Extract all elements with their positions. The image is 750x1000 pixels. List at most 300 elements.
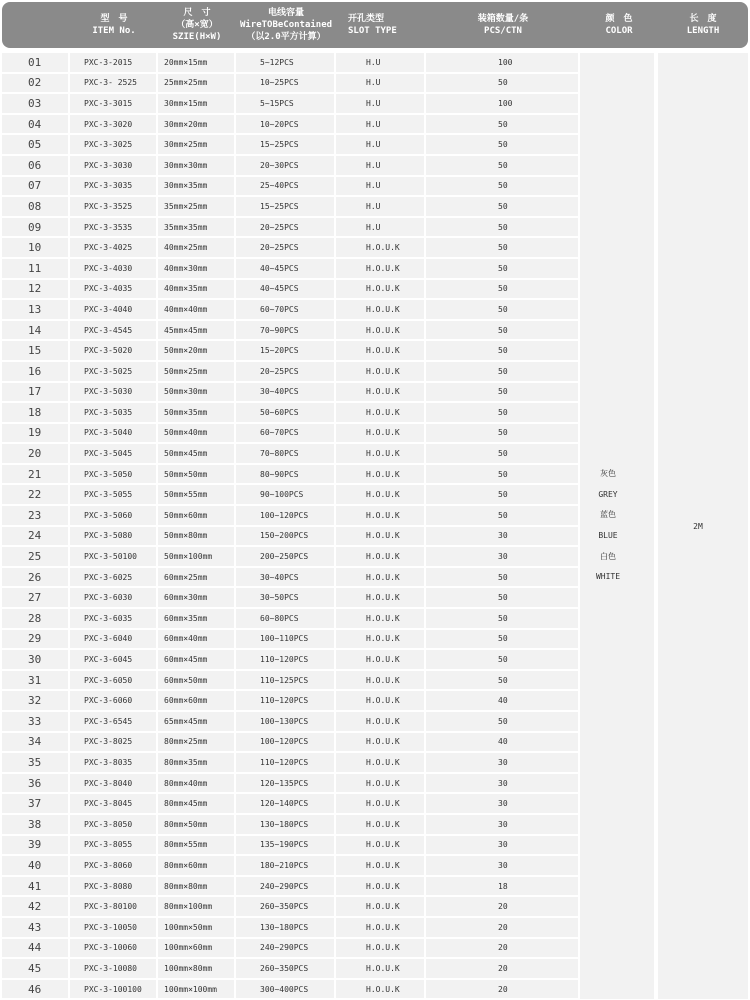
item-number: 37 <box>2 794 68 813</box>
item-number: 11 <box>2 259 68 278</box>
size-value: 60mm×50mm <box>158 671 234 690</box>
slot-type: H.O.U.K <box>336 280 424 299</box>
item-code: PXC-3-5035 <box>70 403 156 422</box>
item-number: 17 <box>2 383 68 402</box>
item-number: 19 <box>2 424 68 443</box>
pcs-per-carton: 50 <box>426 630 578 649</box>
wire-capacity: 70~80PCS <box>236 444 334 463</box>
pcs-per-carton: 30 <box>426 774 578 793</box>
header-wire-cn: 电线容量 <box>267 8 304 18</box>
wire-capacity: 20~25PCS <box>236 218 334 237</box>
slot-type: H.O.U.K <box>336 650 424 669</box>
item-number: 13 <box>2 300 68 319</box>
item-code: PXC-3-100100 <box>70 980 156 999</box>
size-value: 60mm×25mm <box>158 568 234 587</box>
header-color-cn: 颜 色 <box>605 14 633 24</box>
wire-capacity: 20~25PCS <box>236 362 334 381</box>
item-code: PXC-3-10060 <box>70 939 156 958</box>
size-value: 80mm×45mm <box>158 794 234 813</box>
slot-type: H.O.U.K <box>336 753 424 772</box>
slot-type: H.O.U.K <box>336 321 424 340</box>
pcs-per-carton: 30 <box>426 836 578 855</box>
pcs-per-carton: 50 <box>426 177 578 196</box>
size-value: 60mm×35mm <box>158 609 234 628</box>
size-value: 20mm×15mm <box>158 53 234 72</box>
item-code: PXC-3-8050 <box>70 815 156 834</box>
item-number: 26 <box>2 568 68 587</box>
item-number: 44 <box>2 939 68 958</box>
item-code: PXC-3-4035 <box>70 280 156 299</box>
header-pcs-en: PCS/CTN <box>484 26 522 36</box>
size-value: 50mm×55mm <box>158 485 234 504</box>
wire-capacity: 25~40PCS <box>236 177 334 196</box>
item-code: PXC-3-10080 <box>70 959 156 978</box>
item-code: PXC-3-5045 <box>70 444 156 463</box>
size-value: 65mm×45mm <box>158 712 234 731</box>
size-value: 100mm×80mm <box>158 959 234 978</box>
item-code: PXC-3-3020 <box>70 115 156 134</box>
header-length-en: LENGTH <box>686 26 720 36</box>
item-number: 43 <box>2 918 68 937</box>
item-code: PXC-3-3025 <box>70 135 156 154</box>
wire-capacity: 10~20PCS <box>236 115 334 134</box>
item-code: PXC-3-6035 <box>70 609 156 628</box>
color-blue-cn: 蓝色 <box>600 510 616 520</box>
slot-type: H.O.U.K <box>336 506 424 525</box>
pcs-per-carton: 30 <box>426 815 578 834</box>
item-code: PXC-3-3035 <box>70 177 156 196</box>
item-number: 45 <box>2 959 68 978</box>
item-number: 09 <box>2 218 68 237</box>
item-number: 16 <box>2 362 68 381</box>
item-code: PXC-3-8055 <box>70 836 156 855</box>
size-value: 30mm×35mm <box>158 177 234 196</box>
item-code: PXC-3-5080 <box>70 527 156 546</box>
pcs-per-carton: 20 <box>426 897 578 916</box>
item-number: 18 <box>2 403 68 422</box>
item-code: PXC-3-6045 <box>70 650 156 669</box>
wire-capacity: 110~120PCS <box>236 691 334 710</box>
slot-type: H.O.U.K <box>336 547 424 566</box>
item-number: 35 <box>2 753 68 772</box>
item-number: 40 <box>2 856 68 875</box>
header-item-no-cn: 型 号 <box>100 14 128 24</box>
wire-capacity: 30~50PCS <box>236 588 334 607</box>
header-size-cn: 尺 寸 <box>183 8 211 18</box>
color-grey-cn: 灰色 <box>600 469 616 479</box>
wire-capacity: 260~350PCS <box>236 897 334 916</box>
size-value: 50mm×35mm <box>158 403 234 422</box>
pcs-per-carton: 30 <box>426 753 578 772</box>
wire-capacity: 100~110PCS <box>236 630 334 649</box>
item-code: PXC-3-4030 <box>70 259 156 278</box>
slot-type: H.O.U.K <box>336 897 424 916</box>
size-value: 25mm×25mm <box>158 74 234 93</box>
item-code: PXC-3-3535 <box>70 218 156 237</box>
item-number: 08 <box>2 197 68 216</box>
pcs-per-carton: 30 <box>426 527 578 546</box>
item-number: 07 <box>2 177 68 196</box>
size-value: 40mm×35mm <box>158 280 234 299</box>
pcs-per-carton: 40 <box>426 733 578 752</box>
header-size-en: SZIE(H×W) <box>172 32 222 42</box>
pcs-per-carton: 50 <box>426 383 578 402</box>
item-number: 14 <box>2 321 68 340</box>
length-column <box>658 53 748 999</box>
wire-capacity: 60~70PCS <box>236 300 334 319</box>
slot-type: H.O.U.K <box>336 671 424 690</box>
slot-type: H.O.U.K <box>336 341 424 360</box>
pcs-per-carton: 50 <box>426 300 578 319</box>
item-number: 03 <box>2 94 68 113</box>
pcs-per-carton: 50 <box>426 156 578 175</box>
item-code: PXC-3-6060 <box>70 691 156 710</box>
item-number: 10 <box>2 238 68 257</box>
wire-capacity: 40~45PCS <box>236 259 334 278</box>
item-code: PXC-3-3030 <box>70 156 156 175</box>
pcs-per-carton: 18 <box>426 877 578 896</box>
item-number: 02 <box>2 74 68 93</box>
wire-capacity: 90~100PCS <box>236 485 334 504</box>
item-number: 36 <box>2 774 68 793</box>
pcs-per-carton: 20 <box>426 918 578 937</box>
wire-capacity: 30~40PCS <box>236 383 334 402</box>
item-number: 01 <box>2 53 68 72</box>
wire-capacity: 15~20PCS <box>236 341 334 360</box>
color-white-cn: 白色 <box>600 551 616 561</box>
item-code: PXC-3-5030 <box>70 383 156 402</box>
item-code: PXC-3-8045 <box>70 794 156 813</box>
wire-capacity: 70~90PCS <box>236 321 334 340</box>
wire-capacity: 130~180PCS <box>236 918 334 937</box>
size-value: 100mm×60mm <box>158 939 234 958</box>
size-value: 50mm×45mm <box>158 444 234 463</box>
wire-capacity: 110~120PCS <box>236 650 334 669</box>
header-size-cn2: （高×宽） <box>176 20 218 30</box>
wire-capacity: 180~210PCS <box>236 856 334 875</box>
item-code: PXC-3-8080 <box>70 877 156 896</box>
pcs-per-carton: 50 <box>426 280 578 299</box>
wire-capacity: 5~12PCS <box>236 53 334 72</box>
pcs-per-carton: 50 <box>426 671 578 690</box>
slot-type: H.U <box>336 197 424 216</box>
item-number: 29 <box>2 630 68 649</box>
pcs-per-carton: 50 <box>426 506 578 525</box>
size-value: 30mm×15mm <box>158 94 234 113</box>
wire-capacity: 100~120PCS <box>236 506 334 525</box>
item-number: 20 <box>2 444 68 463</box>
header-slot <box>336 2 426 48</box>
item-code: PXC-3-5025 <box>70 362 156 381</box>
slot-type: H.O.U.K <box>336 733 424 752</box>
item-number: 15 <box>2 341 68 360</box>
pcs-per-carton: 20 <box>426 959 578 978</box>
item-number: 23 <box>2 506 68 525</box>
pcs-per-carton: 50 <box>426 341 578 360</box>
pcs-per-carton: 40 <box>426 691 578 710</box>
size-value: 60mm×60mm <box>158 691 234 710</box>
slot-type: H.O.U.K <box>336 794 424 813</box>
slot-type: H.O.U.K <box>336 691 424 710</box>
wire-capacity: 260~350PCS <box>236 959 334 978</box>
slot-type: H.U <box>336 218 424 237</box>
slot-type: H.O.U.K <box>336 444 424 463</box>
header-size <box>158 2 236 48</box>
size-value: 80mm×40mm <box>158 774 234 793</box>
slot-type: H.O.U.K <box>336 383 424 402</box>
item-number: 12 <box>2 280 68 299</box>
slot-type: H.O.U.K <box>336 485 424 504</box>
slot-type: H.O.U.K <box>336 712 424 731</box>
header-wire-en: WireTOBeContained <box>239 20 333 30</box>
header-length <box>658 2 748 48</box>
size-value: 40mm×40mm <box>158 300 234 319</box>
size-value: 40mm×25mm <box>158 238 234 257</box>
item-number: 25 <box>2 547 68 566</box>
wire-capacity: 60~70PCS <box>236 424 334 443</box>
size-value: 50mm×25mm <box>158 362 234 381</box>
color-grey-en: GREY <box>598 489 618 499</box>
slot-type: H.O.U.K <box>336 300 424 319</box>
size-value: 60mm×45mm <box>158 650 234 669</box>
pcs-per-carton: 50 <box>426 712 578 731</box>
pcs-per-carton: 50 <box>426 609 578 628</box>
header-wire-note: （以2.0平方计算） <box>246 32 326 42</box>
pcs-per-carton: 30 <box>426 794 578 813</box>
wire-capacity: 100~120PCS <box>236 733 334 752</box>
size-value: 50mm×20mm <box>158 341 234 360</box>
pcs-per-carton: 50 <box>426 218 578 237</box>
size-value: 50mm×40mm <box>158 424 234 443</box>
item-number: 22 <box>2 485 68 504</box>
size-value: 60mm×30mm <box>158 588 234 607</box>
size-value: 80mm×55mm <box>158 836 234 855</box>
wire-capacity: 135~190PCS <box>236 836 334 855</box>
slot-type: H.O.U.K <box>336 568 424 587</box>
size-value: 35mm×35mm <box>158 218 234 237</box>
item-code: PXC-3-10050 <box>70 918 156 937</box>
pcs-per-carton: 50 <box>426 362 578 381</box>
header-length-cn: 长 度 <box>689 14 717 24</box>
slot-type: H.O.U.K <box>336 424 424 443</box>
size-value: 50mm×50mm <box>158 465 234 484</box>
slot-type: H.O.U.K <box>336 774 424 793</box>
wire-capacity: 20~30PCS <box>236 156 334 175</box>
wire-capacity: 240~290PCS <box>236 877 334 896</box>
item-code: PXC-3-5060 <box>70 506 156 525</box>
pcs-per-carton: 30 <box>426 547 578 566</box>
item-code: PXC-3-8035 <box>70 753 156 772</box>
wire-capacity: 200~250PCS <box>236 547 334 566</box>
header-color-en: COLOR <box>605 26 633 36</box>
pcs-per-carton: 20 <box>426 980 578 999</box>
slot-type: H.O.U.K <box>336 609 424 628</box>
wire-capacity: 100~130PCS <box>236 712 334 731</box>
slot-type: H.O.U.K <box>336 527 424 546</box>
wire-capacity: 10~25PCS <box>236 74 334 93</box>
wire-capacity: 130~180PCS <box>236 815 334 834</box>
item-number: 46 <box>2 980 68 999</box>
slot-type: H.U <box>336 177 424 196</box>
pcs-per-carton: 50 <box>426 135 578 154</box>
slot-type: H.O.U.K <box>336 403 424 422</box>
item-code: PXC-3-4545 <box>70 321 156 340</box>
color-white-en: WHITE <box>595 572 621 582</box>
item-number: 34 <box>2 733 68 752</box>
size-value: 30mm×30mm <box>158 156 234 175</box>
pcs-per-carton: 20 <box>426 939 578 958</box>
size-value: 40mm×30mm <box>158 259 234 278</box>
size-value: 50mm×60mm <box>158 506 234 525</box>
wire-capacity: 60~80PCS <box>236 609 334 628</box>
pcs-per-carton: 50 <box>426 321 578 340</box>
item-code: PXC-3-6030 <box>70 588 156 607</box>
wire-capacity: 300~400PCS <box>236 980 334 999</box>
header-item-no-en: ITEM No. <box>92 26 136 36</box>
length-value: 2M <box>693 521 703 531</box>
item-number: 28 <box>2 609 68 628</box>
item-number: 38 <box>2 815 68 834</box>
pcs-per-carton: 50 <box>426 403 578 422</box>
item-code: PXC-3-6050 <box>70 671 156 690</box>
pcs-per-carton: 50 <box>426 238 578 257</box>
pcs-per-carton: 50 <box>426 485 578 504</box>
slot-type: H.O.U.K <box>336 588 424 607</box>
slot-type: H.U <box>336 156 424 175</box>
pcs-per-carton: 50 <box>426 197 578 216</box>
size-value: 80mm×35mm <box>158 753 234 772</box>
size-value: 80mm×80mm <box>158 877 234 896</box>
item-code: PXC-3-5040 <box>70 424 156 443</box>
header-color <box>580 2 658 48</box>
item-number: 41 <box>2 877 68 896</box>
item-code: PXC-3-6025 <box>70 568 156 587</box>
wire-capacity: 240~290PCS <box>236 939 334 958</box>
table-header <box>2 2 748 48</box>
item-code: PXC-3-80100 <box>70 897 156 916</box>
item-number: 21 <box>2 465 68 484</box>
slot-type: H.O.U.K <box>336 630 424 649</box>
slot-type: H.O.U.K <box>336 939 424 958</box>
header-slot-en: SLOT TYPE <box>348 26 397 36</box>
header-slot-cn: 开孔类型 <box>348 14 385 24</box>
slot-type: H.O.U.K <box>336 856 424 875</box>
slot-type: H.O.U.K <box>336 362 424 381</box>
slot-type: H.O.U.K <box>336 980 424 999</box>
wire-capacity: 150~200PCS <box>236 527 334 546</box>
header-item-no <box>70 2 158 48</box>
wire-capacity: 50~60PCS <box>236 403 334 422</box>
slot-type: H.O.U.K <box>336 238 424 257</box>
slot-type: H.O.U.K <box>336 836 424 855</box>
item-code: PXC-3-8040 <box>70 774 156 793</box>
pcs-per-carton: 100 <box>426 53 578 72</box>
slot-type: H.U <box>336 74 424 93</box>
item-code: PXC-3-50100 <box>70 547 156 566</box>
pcs-per-carton: 100 <box>426 94 578 113</box>
size-value: 80mm×50mm <box>158 815 234 834</box>
item-code: PXC-3- 2525 <box>70 74 156 93</box>
item-code: PXC-3-8025 <box>70 733 156 752</box>
wire-capacity: 110~125PCS <box>236 671 334 690</box>
item-code: PXC-3-3015 <box>70 94 156 113</box>
size-value: 80mm×60mm <box>158 856 234 875</box>
item-number: 42 <box>2 897 68 916</box>
item-number: 31 <box>2 671 68 690</box>
item-number: 33 <box>2 712 68 731</box>
wire-capacity: 120~140PCS <box>236 794 334 813</box>
header-pcs-cn: 装箱数量/条 <box>477 14 529 24</box>
item-code: PXC-3-6040 <box>70 630 156 649</box>
wire-capacity: 40~45PCS <box>236 280 334 299</box>
color-blue-en: BLUE <box>598 531 618 540</box>
wire-capacity: 30~40PCS <box>236 568 334 587</box>
slot-type: H.O.U.K <box>336 465 424 484</box>
wire-capacity: 80~90PCS <box>236 465 334 484</box>
size-value: 50mm×100mm <box>158 547 234 566</box>
size-value: 100mm×100mm <box>158 980 234 999</box>
pcs-per-carton: 50 <box>426 259 578 278</box>
pcs-per-carton: 50 <box>426 650 578 669</box>
slot-type: H.U <box>336 53 424 72</box>
slot-type: H.O.U.K <box>336 259 424 278</box>
header-pcs <box>426 2 580 48</box>
pcs-per-carton: 50 <box>426 465 578 484</box>
size-value: 30mm×20mm <box>158 115 234 134</box>
size-value: 60mm×40mm <box>158 630 234 649</box>
item-number: 05 <box>2 135 68 154</box>
size-value: 80mm×100mm <box>158 897 234 916</box>
pcs-per-carton: 50 <box>426 444 578 463</box>
item-number: 04 <box>2 115 68 134</box>
size-value: 50mm×30mm <box>158 383 234 402</box>
wire-capacity: 5~15PCS <box>236 94 334 113</box>
slot-type: H.U <box>336 115 424 134</box>
wire-capacity: 15~25PCS <box>236 135 334 154</box>
item-number: 27 <box>2 588 68 607</box>
item-number: 24 <box>2 527 68 546</box>
pcs-per-carton: 50 <box>426 74 578 93</box>
slot-type: H.O.U.K <box>336 815 424 834</box>
pcs-per-carton: 50 <box>426 568 578 587</box>
item-code: PXC-3-3525 <box>70 197 156 216</box>
item-code: PXC-3-5050 <box>70 465 156 484</box>
item-number: 30 <box>2 650 68 669</box>
header-wire <box>236 2 336 48</box>
wire-capacity: 110~120PCS <box>236 753 334 772</box>
item-code: PXC-3-5020 <box>70 341 156 360</box>
size-value: 45mm×45mm <box>158 321 234 340</box>
size-value: 35mm×25mm <box>158 197 234 216</box>
slot-type: H.U <box>336 135 424 154</box>
slot-type: H.O.U.K <box>336 959 424 978</box>
pcs-per-carton: 30 <box>426 856 578 875</box>
item-number: 39 <box>2 836 68 855</box>
item-code: PXC-3-4025 <box>70 238 156 257</box>
size-value: 80mm×25mm <box>158 733 234 752</box>
item-code: PXC-3-2015 <box>70 53 156 72</box>
pcs-per-carton: 50 <box>426 115 578 134</box>
size-value: 100mm×50mm <box>158 918 234 937</box>
item-code: PXC-3-5055 <box>70 485 156 504</box>
item-code: PXC-3-6545 <box>70 712 156 731</box>
item-code: PXC-3-4040 <box>70 300 156 319</box>
wire-capacity: 120~135PCS <box>236 774 334 793</box>
color-column <box>580 53 654 999</box>
size-value: 30mm×25mm <box>158 135 234 154</box>
item-code: PXC-3-8060 <box>70 856 156 875</box>
slot-type: H.O.U.K <box>336 918 424 937</box>
